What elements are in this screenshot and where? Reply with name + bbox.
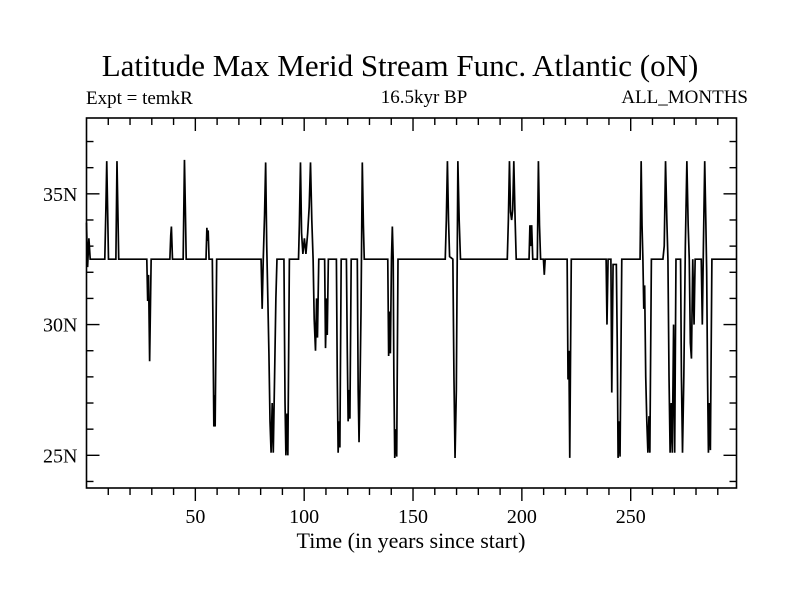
y-tick-label: 25N	[43, 445, 78, 468]
x-tick-label: 100	[289, 506, 320, 528]
x-tick-label: 50	[185, 506, 206, 528]
months-label: ALL_MONTHS	[621, 87, 748, 108]
chart-title: Latitude Max Merid Stream Func. Atlantic (oN)	[101, 48, 699, 83]
experiment-label: Expt = temkR	[86, 88, 193, 109]
x-tick-label: 250	[615, 506, 646, 528]
x-tick-label: 200	[506, 506, 537, 528]
epoch-label: 16.5kyr BP	[380, 87, 468, 108]
y-tick-label: 30N	[43, 314, 78, 337]
y-tick-label: 35N	[43, 183, 78, 206]
x-tick-label: 150	[398, 506, 429, 528]
data-line	[87, 160, 737, 458]
x-axis-title: Time (in years since start)	[296, 528, 526, 553]
